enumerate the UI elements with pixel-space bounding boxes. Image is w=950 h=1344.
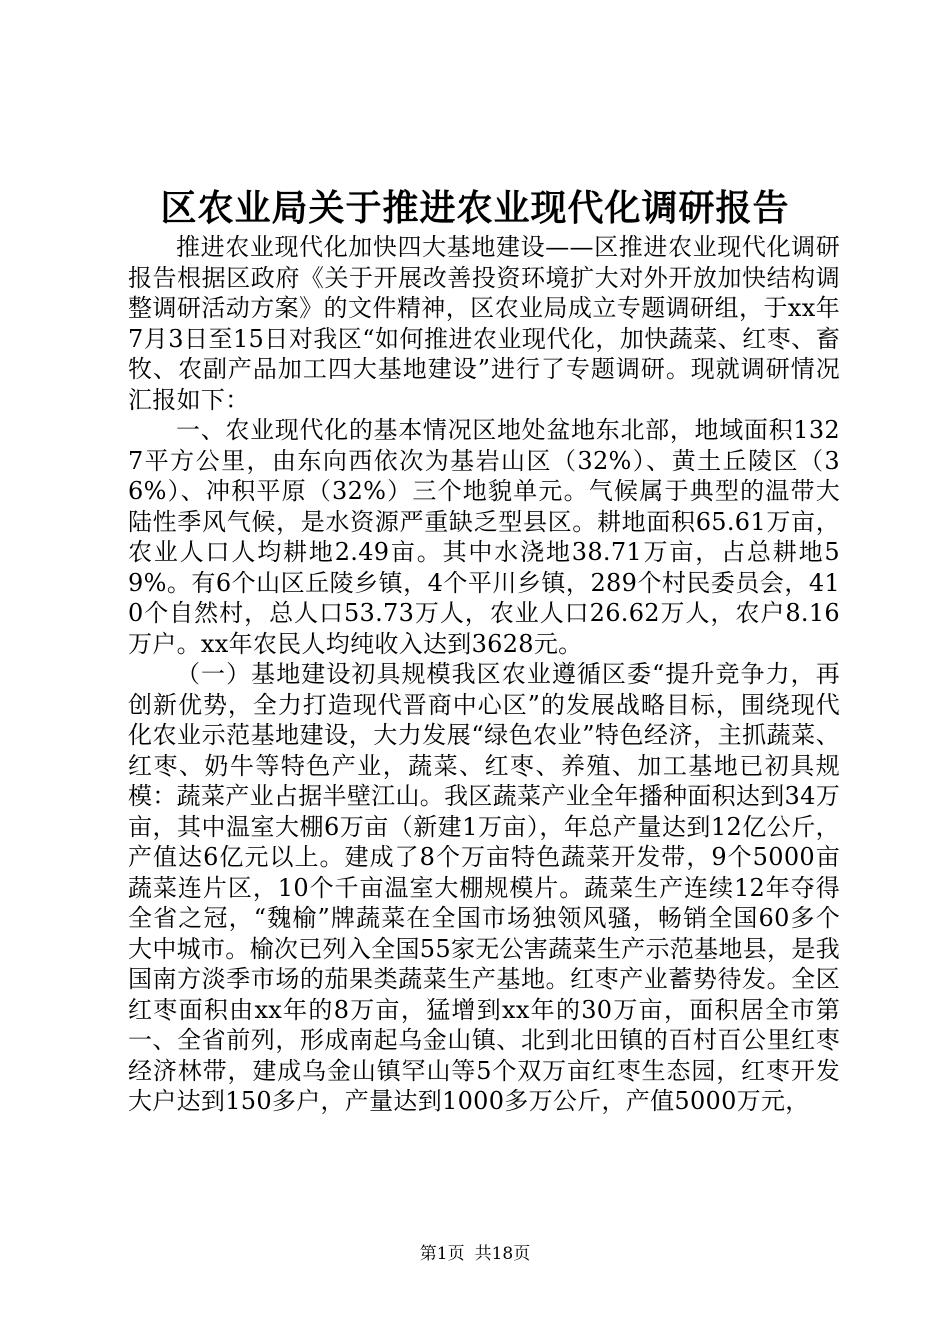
page-number: 第1页 [419, 1244, 465, 1264]
page-footer [0, 1243, 950, 1265]
paragraph-intro: 推进农业现代化加快四大基地建设——区推进农业现代化调研报告根据区政府《关于开展改善投资环境扩大对外开放加快结构调整调研活动方案》的文件精神，区农业局成立专题调研组，于xx年7月3日至15日对我区“如何推进农业现代化，加快蔬菜、红枣、畜牧、农副产品加工四大基地建设”进行了专题调研。现就调研情况汇报如下： [128, 233, 840, 414]
paragraph-base-construction: （一）基地建设初具规模我区农业遵循区委“提升竞争力，再创新优势，全力打造现代晋商中心区”的发展战略目标，围绕现代化农业示范基地建设，大力发展“绿色农业”特色经济，主抓蔬菜、红枣、奶牛等特色产业，蔬菜、红枣、养殖、加工基地已初具规模：蔬菜产业占据半壁江山。我区蔬菜产业全年播种面积达到34万亩，其中温室大棚6万亩（新建1万亩），年总产量达到12亿公斤，产值达6亿元以上。建成了8个万亩特色蔬菜开发带，9个5000亩蔬菜连片区，10个千亩温室大棚规模片。蔬菜生产连续12年夺得全省之冠，“魏榆”牌蔬菜在全国市场独领风骚，畅销全国60多个大中城市。榆次已列入全国55家无公害蔬菜生产示范基地县，是我国南方淡季市场的茄果类蔬菜生产基地。红枣产业蓄势待发。全区红枣面积由xx年的8万亩，猛增到xx年的30万亩，面积居全市第一、全省前列，形成南起乌金山镇、北到北田镇的百村百公里红枣经济林带，建成乌金山镇罕山等5个双万亩红枣生态园，红枣开发大户达到150多户，产量达到1000多万公斤，产值5000万元， [128, 660, 840, 1115]
page-total: 共18页 [474, 1244, 531, 1264]
document-body [128, 232, 840, 1117]
paragraph-basic-situation: 一、农业现代化的基本情况区地处盆地东北部，地域面积1327平方公里，由东向西依次为基岩山区（32%）、黄土丘陵区（36%）、冲积平原（32%）三个地貌单元。气候属于典型的温带大陆性季风气候，是水资源严重缺乏型县区。耕地面积65.61万亩，农业人口人均耕地2.49亩。其中水浇地38.71万亩，占总耕地59%。有6个山区丘陵乡镇，4个平川乡镇，289个村民委员会，410个自然村，总人口53.73万人，农业人口26.62万人，农户8.16万户。xx年农民人均纯收入达到3628元。 [128, 416, 840, 658]
document-title: 区农业局关于推进农业现代化调研报告 [160, 187, 790, 229]
